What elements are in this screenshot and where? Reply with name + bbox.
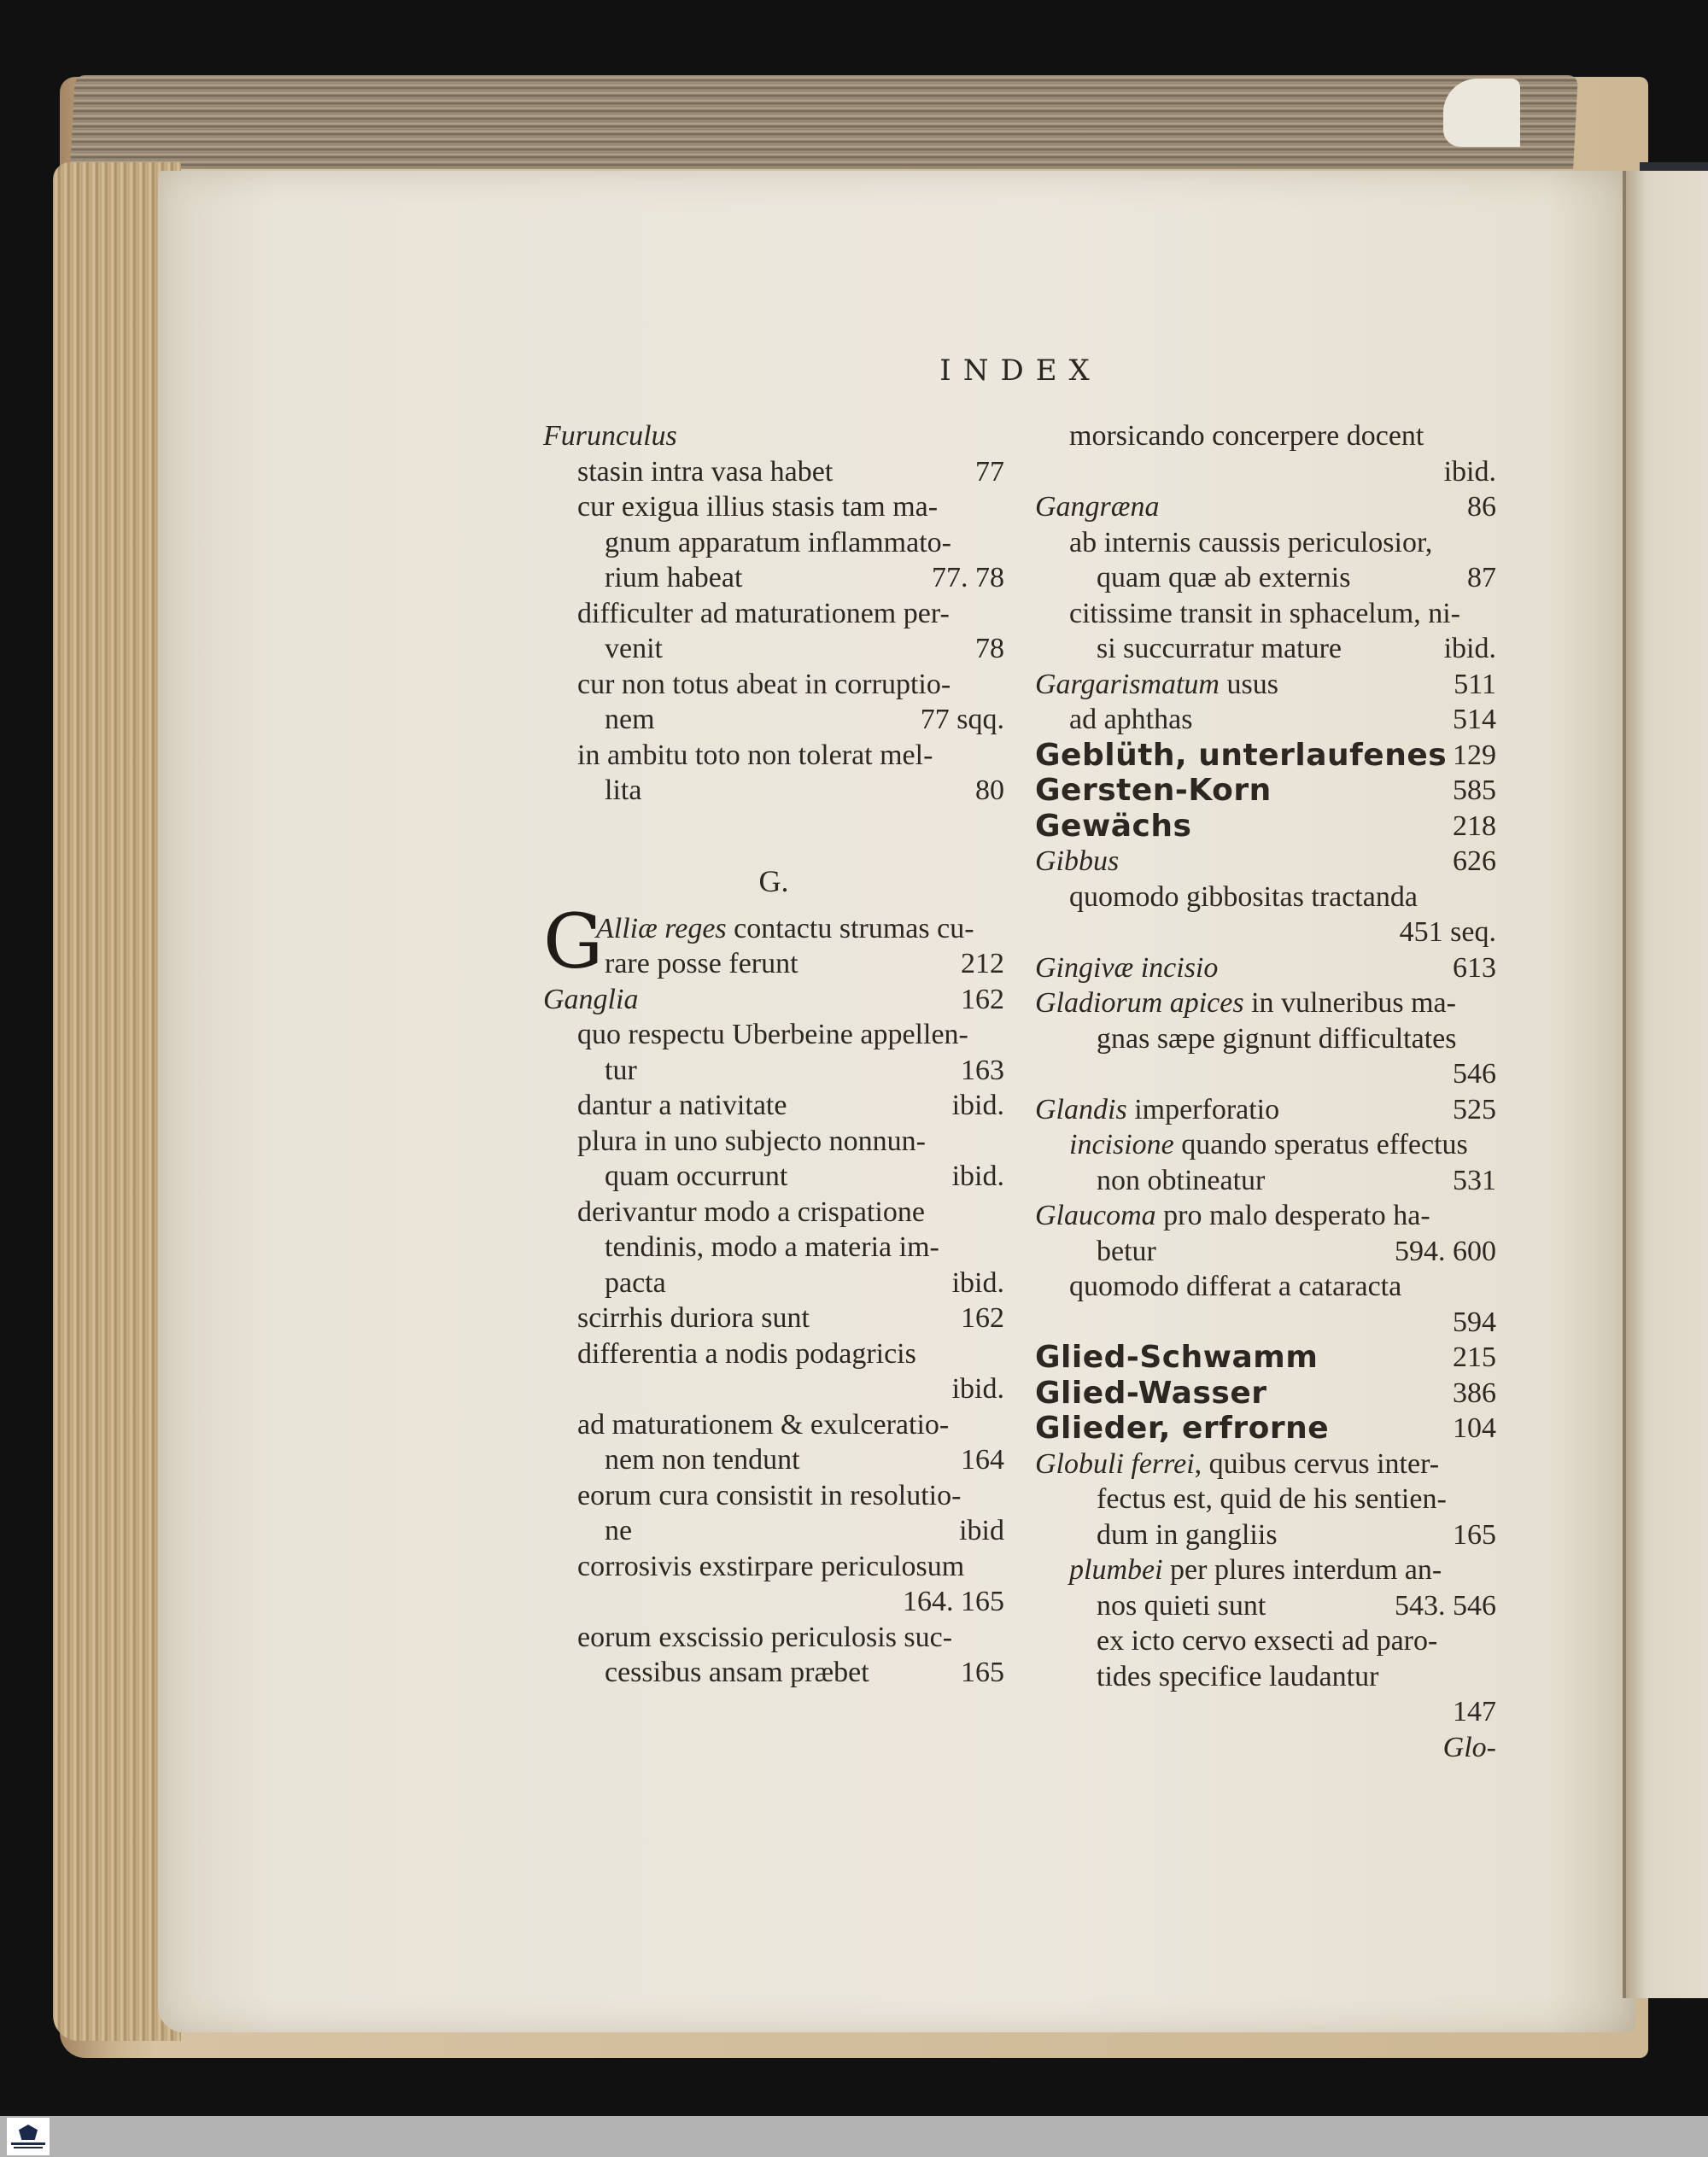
- index-entry: [543, 773, 1004, 809]
- entry-continuation: ne: [605, 1515, 633, 1546]
- entry-continuation: cessibus ansam præbet: [605, 1657, 869, 1688]
- entry-text: [1035, 1198, 1430, 1234]
- page-reference: 626: [1453, 845, 1496, 877]
- index-entry: [1035, 738, 1496, 774]
- page-reference: 165: [1453, 1518, 1496, 1551]
- page-reference: 543. 546: [1395, 1589, 1496, 1622]
- page-reference: 451 seq.: [1399, 916, 1496, 948]
- entry-text: eorum exscissio periculosis suc-: [577, 1621, 953, 1653]
- index-entry: [1035, 809, 1496, 845]
- index-entry: [543, 489, 1004, 525]
- page-reference: 594. 600: [1395, 1235, 1496, 1267]
- entry-german-term: Glied-Wasser: [1035, 1375, 1267, 1411]
- entry-continuation: nem: [605, 704, 655, 735]
- entry-spacer: [543, 809, 1004, 851]
- index-entry: [1035, 1163, 1496, 1199]
- page-reference: 164: [961, 1444, 1004, 1476]
- entry-continuation: fectus est, quid de his sentien-: [1097, 1483, 1447, 1515]
- index-entry: [543, 1124, 1004, 1160]
- entry-text: ad maturationem & exulceratio-: [577, 1408, 950, 1441]
- entry-term: Alliæ reges: [596, 912, 727, 944]
- entry-text: eorum cura consistit in resolutio-: [577, 1479, 962, 1511]
- section-letter: G.: [758, 863, 789, 898]
- page-reference: ibid.: [951, 1373, 1004, 1405]
- index-entry: [1035, 1730, 1496, 1766]
- index-entry: [543, 454, 1004, 490]
- index-entry: [1035, 1694, 1496, 1730]
- entry-german-term: Glieder, erfrorne: [1035, 1411, 1330, 1446]
- facing-page-edge: [1623, 171, 1708, 1998]
- page-reference: ibid.: [1443, 633, 1496, 664]
- index-entry: [1035, 1552, 1496, 1588]
- entry-continuation: non obtineatur: [1097, 1164, 1266, 1196]
- page-reference: 164. 165: [903, 1586, 1004, 1617]
- page-reference: 162: [961, 983, 1004, 1015]
- entry-text: derivantur modo a crispatione: [577, 1195, 925, 1228]
- entry-continuation: gnum apparatum inflammato-: [605, 526, 951, 558]
- index-entry: [1035, 667, 1496, 703]
- index-entry: [543, 560, 1004, 596]
- index-entry: [1035, 1411, 1496, 1447]
- entry-text: citissime transit in sphacelum, ni-: [1069, 597, 1460, 629]
- index-entry: [1035, 844, 1496, 880]
- entry-german-term: Gersten-Korn: [1035, 773, 1272, 808]
- entry-text-rest: , quibus cervus inter-: [1194, 1447, 1440, 1480]
- page-reference: ibid.: [951, 1090, 1004, 1121]
- index-entry: [1035, 915, 1496, 950]
- page-top-edges: [70, 75, 1578, 169]
- entry-text-rest: in vulneribus ma-: [1243, 987, 1456, 1019]
- library-logo-icon: [7, 2118, 50, 2155]
- index-entry: [1035, 560, 1496, 596]
- entry-continuation: nem non tendunt: [605, 1444, 800, 1476]
- index-entry: [543, 738, 1004, 774]
- page-reference: 77 sqq.: [920, 704, 1004, 735]
- entry-term: Gargarismatum: [1035, 668, 1220, 700]
- index-entry: [543, 1301, 1004, 1336]
- entry-continuation: dum in gangliis: [1097, 1518, 1278, 1551]
- index-entry: [1035, 985, 1496, 1021]
- page-reference: 86: [1467, 491, 1496, 523]
- page-reference: 77: [975, 455, 1004, 488]
- page-reference: 525: [1453, 1093, 1496, 1125]
- page-reference: 147: [1453, 1696, 1496, 1727]
- page-reference: 218: [1453, 810, 1496, 842]
- entry-text: morsicando concerpere docent: [1069, 420, 1424, 452]
- entry-continuation: tides specifice laudantur: [1097, 1660, 1379, 1692]
- index-entry: [543, 1053, 1004, 1089]
- index-entry: [1035, 1021, 1496, 1057]
- page-reference: 215: [1453, 1342, 1496, 1373]
- index-entry: [1035, 1269, 1496, 1305]
- entry-text: quo respectu Uberbeine appellen-: [577, 1019, 968, 1050]
- entry-continuation: tendinis, modo a materia im-: [605, 1231, 939, 1263]
- index-entry: [1035, 1305, 1496, 1341]
- index-entry: [1035, 773, 1496, 809]
- entry-german-term: Geblüth, unterlaufenes: [1035, 737, 1448, 773]
- entry-continuation: lita: [605, 775, 642, 806]
- entry-text-rest: pro malo desperato ha-: [1155, 1200, 1430, 1231]
- entry-text: corrosivis exstirpare periculosum: [577, 1550, 965, 1582]
- entry-term: Furunculus: [543, 420, 677, 452]
- entry-term: Glaucoma: [1035, 1200, 1156, 1231]
- page-reference: 585: [1453, 775, 1496, 806]
- index-entry: [543, 1266, 1004, 1301]
- index-entry: [543, 667, 1004, 703]
- index-entry: [543, 1549, 1004, 1585]
- entry-text: scirrhis duriora sunt: [577, 1302, 810, 1334]
- entry-text: [1069, 1127, 1468, 1163]
- entry-text: [596, 911, 974, 947]
- index-entry: [543, 946, 1004, 982]
- index-entry: [1035, 1340, 1496, 1376]
- index-entry: [1035, 454, 1496, 490]
- index-entry: [543, 1230, 1004, 1266]
- entry-term: Ganglia: [543, 983, 639, 1015]
- entry-term: Gladiorum apices: [1035, 987, 1244, 1019]
- entry-text: cur non totus abeat in corruptio-: [577, 668, 951, 700]
- entry-text: plura in uno subjecto nonnun-: [577, 1125, 926, 1157]
- page-reference: 546: [1453, 1058, 1496, 1090]
- index-entry: [543, 525, 1004, 561]
- index-entry: [1035, 418, 1496, 454]
- index-entry: [543, 1017, 1004, 1053]
- index-entry: [1035, 1127, 1496, 1163]
- page-reference: 386: [1453, 1377, 1496, 1409]
- index-entry: [543, 418, 1004, 454]
- page-reference: 514: [1453, 704, 1496, 735]
- index-entry: [543, 1620, 1004, 1656]
- entry-text: [1035, 1447, 1439, 1482]
- index-entry: [543, 1088, 1004, 1124]
- entry-term: Globuli ferrei: [1035, 1447, 1195, 1480]
- entry-continuation: nos quieti sunt: [1097, 1589, 1266, 1622]
- index-entry: [1035, 1517, 1496, 1553]
- entry-text-rest: quando speratus effectus: [1173, 1129, 1468, 1160]
- index-entry: [543, 1195, 1004, 1230]
- entry-term: plumbei: [1069, 1554, 1163, 1586]
- index-column-left: [543, 418, 1004, 1691]
- entry-text-rest: contactu strumas cu-: [726, 912, 974, 944]
- page-reference: 87: [1467, 562, 1496, 593]
- page-reference: 162: [961, 1302, 1004, 1334]
- entry-term: Gingivæ incisio: [1035, 951, 1219, 984]
- torn-page-corner: [1443, 79, 1520, 147]
- entry-text: differentia a nodis podagricis: [577, 1337, 916, 1370]
- index-entry: [1035, 631, 1496, 667]
- entry-text: ab internis caussis periculosior,: [1069, 526, 1433, 558]
- entry-text: quomodo differat a cataracta: [1069, 1271, 1402, 1302]
- page-reference: 594: [1453, 1306, 1496, 1338]
- index-entry: [1035, 1623, 1496, 1659]
- entry-term: Gibbus: [1035, 845, 1120, 877]
- entry-continuation: venit: [605, 633, 663, 664]
- index-entry: [1035, 1588, 1496, 1624]
- catchword: Glo-: [1442, 1731, 1496, 1763]
- viewer-footer-bar: [0, 2116, 1708, 2157]
- entry-text: [1035, 1092, 1279, 1128]
- drop-capital: G: [543, 897, 604, 985]
- page-reference: 80: [975, 775, 1004, 806]
- page-reference: ibid.: [951, 1266, 1004, 1299]
- index-entry: [543, 631, 1004, 667]
- index-entry: [543, 702, 1004, 738]
- index-entry: [1035, 489, 1496, 525]
- index-entry: [543, 1513, 1004, 1549]
- index-entry: [543, 1159, 1004, 1195]
- page-header: INDEX: [939, 354, 1102, 388]
- index-entry: [543, 1371, 1004, 1407]
- index-entry: [1035, 950, 1496, 986]
- index-entry: [543, 982, 1004, 1018]
- index-entry: [1035, 1376, 1496, 1412]
- page-reference: 77. 78: [932, 562, 1004, 593]
- entry-text: cur exigua illius stasis tam ma-: [577, 491, 939, 523]
- index-entry: [1035, 1234, 1496, 1270]
- index-entry: [543, 1442, 1004, 1478]
- entry-text: [1069, 1552, 1442, 1588]
- index-entry: [1035, 596, 1496, 632]
- entry-continuation: si succurratur mature: [1097, 633, 1342, 664]
- entry-text-rest: per plures interdum an-: [1162, 1554, 1442, 1586]
- entry-continuation: gnas sæpe gignunt difficultates: [1097, 1022, 1457, 1055]
- index-column-right: [1035, 418, 1496, 1765]
- entry-text: quomodo gibbositas tractanda: [1069, 880, 1418, 913]
- entry-text: difficulter ad maturationem per-: [577, 597, 950, 629]
- entry-text-rest: imperforatio: [1126, 1093, 1280, 1125]
- page-reference: ibid.: [1443, 455, 1496, 488]
- index-entry: [1035, 525, 1496, 561]
- entry-text: stasin intra vasa habet: [577, 455, 834, 488]
- page-reference: 511: [1454, 668, 1496, 700]
- index-entry: [1035, 1482, 1496, 1517]
- entry-continuation: betur: [1097, 1235, 1156, 1267]
- entry-text-rest: usus: [1220, 668, 1278, 700]
- entry-continuation: rare posse ferunt: [605, 948, 798, 979]
- entry-text: [1035, 985, 1456, 1021]
- index-entry: [1035, 1198, 1496, 1234]
- entry-german-term: Glied-Schwamm: [1035, 1340, 1319, 1375]
- page-reference: ibid.: [951, 1160, 1004, 1192]
- page-reference: 163: [961, 1054, 1004, 1086]
- page-reference: 78: [975, 633, 1004, 664]
- page-reference: 129: [1453, 739, 1496, 771]
- entry-continuation: tur: [605, 1054, 637, 1086]
- entry-text: [1035, 667, 1278, 703]
- entry-continuation: rium habeat: [605, 562, 743, 593]
- index-entry: [1035, 1092, 1496, 1128]
- page-reference: 613: [1453, 951, 1496, 984]
- entry-german-term: Gewächs: [1035, 808, 1192, 844]
- index-entry: [1035, 880, 1496, 915]
- page-reference: 165: [961, 1657, 1004, 1688]
- page-reference: 212: [961, 948, 1004, 979]
- entry-term: Gangræna: [1035, 491, 1160, 523]
- entry-text: dantur a nativitate: [577, 1090, 787, 1121]
- page-reference: 531: [1453, 1164, 1496, 1196]
- entry-text: ad aphthas: [1069, 704, 1193, 735]
- page-reference: ibid: [959, 1515, 1004, 1546]
- index-entry: [543, 1584, 1004, 1620]
- index-entry: [1035, 1056, 1496, 1092]
- index-entry: [1035, 702, 1496, 738]
- index-entry: [1035, 1447, 1496, 1482]
- index-entry: [543, 1655, 1004, 1691]
- index-entry: [543, 596, 1004, 632]
- index-entry: [543, 1336, 1004, 1372]
- entry-term: incisione: [1069, 1129, 1174, 1160]
- entry-continuation: quam occurrunt: [605, 1160, 788, 1192]
- index-entry: [1035, 1659, 1496, 1695]
- index-entry: [543, 1407, 1004, 1443]
- entry-continuation: ex icto cervo exsecti ad paro-: [1097, 1625, 1438, 1657]
- page-reference: 104: [1453, 1412, 1496, 1444]
- index-entry: [543, 1478, 1004, 1514]
- entry-text: in ambitu toto non tolerat mel-: [577, 739, 933, 771]
- entry-term: Glandis: [1035, 1093, 1127, 1125]
- entry-continuation: quam quæ ab externis: [1097, 562, 1351, 593]
- entry-continuation: pacta: [605, 1266, 666, 1299]
